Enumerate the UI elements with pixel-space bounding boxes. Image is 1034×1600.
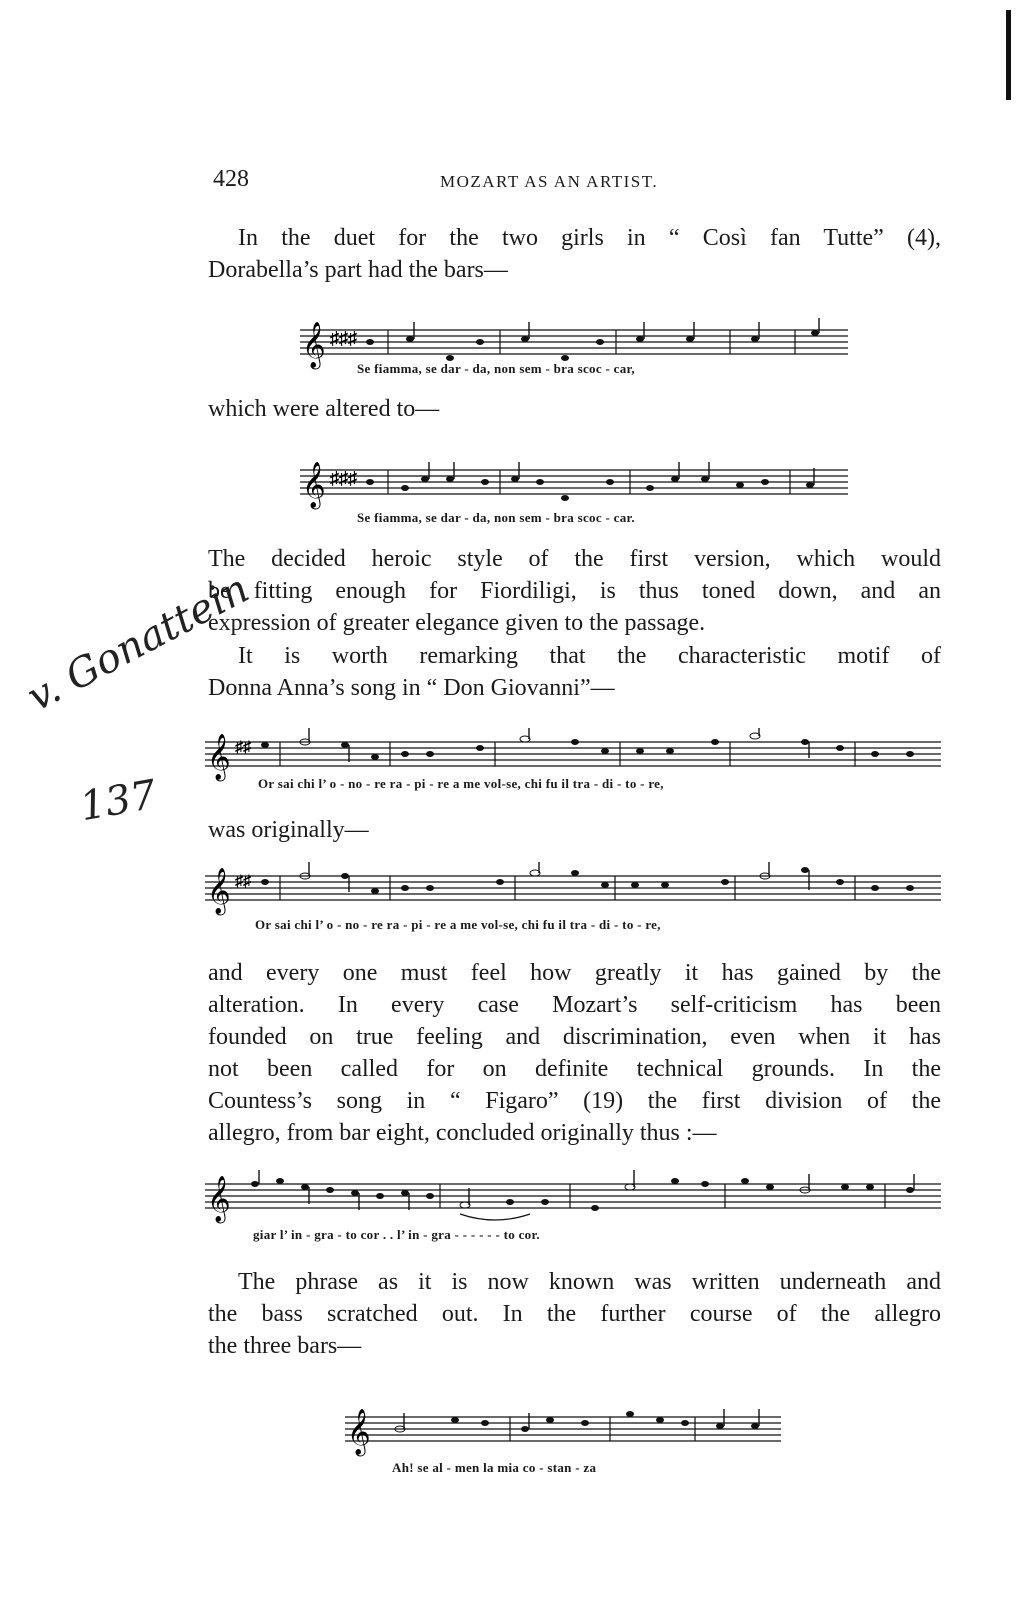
svg-text:𝄞: 𝄞 — [302, 322, 326, 368]
handwritten-margin-note: v. Gonattein — [20, 565, 257, 721]
text-line: expression of greater elegance given to the passage. — [208, 610, 706, 636]
paragraph-1 — [208, 222, 941, 286]
svg-text:𝄞: 𝄞 — [207, 1176, 231, 1222]
svg-text:𝄞: 𝄞 — [207, 734, 231, 780]
lyrics-example-6: Ah! se al - men la mia co - stan - za — [392, 1460, 597, 1475]
lyrics-example-1: Se fiamma, se dar - da, non sem - bra scoc - car, — [357, 361, 635, 376]
paragraph-4 — [208, 640, 941, 704]
lyrics-example-2: Se fiamma, se dar - da, non sem - bra scoc - car. — [357, 510, 635, 525]
music-example-5 — [205, 1170, 945, 1230]
svg-text:♯♯: ♯♯ — [235, 873, 251, 890]
text-line: Countess’s song in “ Figaro” (19) the first division of the — [208, 1088, 941, 1114]
music-example-4 — [205, 862, 945, 922]
lyrics-example-3: Or sai chi l’ o - no - re ra - pi - re a me vol-se, chi fu il tra - di - to - re, — [258, 776, 664, 791]
text-line: The decided heroic style of the first version, which would — [208, 546, 941, 572]
text-line: the bass scratched out. In the further course of the allegro — [208, 1301, 941, 1327]
text-line: alteration. In every case Mozart’s self-criticism has been — [208, 992, 941, 1018]
paragraph-6 — [208, 957, 941, 1149]
text-line: Donna Anna’s song in “ Don Giovanni”— — [208, 675, 615, 701]
text-line: It is worth remarking that the characteristic motif of — [238, 643, 941, 669]
intro-example-4: was originally— — [208, 817, 369, 843]
page-edge-mark — [1006, 10, 1011, 100]
text-line: Dorabella’s part had the bars— — [208, 257, 508, 283]
text-line: not been called for on definite technical grounds. In the — [208, 1056, 941, 1082]
paragraph-7 — [208, 1266, 941, 1362]
svg-text:𝄞: 𝄞 — [207, 868, 231, 914]
text-line: the three bars— — [208, 1333, 362, 1359]
handwritten-margin-number: 137 — [76, 771, 160, 831]
text-line: In the duet for the two girls in “ Così fan Tutte” (4), — [238, 225, 941, 251]
svg-text:♯♯♯: ♯♯♯ — [330, 328, 357, 348]
music-example-2 — [300, 458, 850, 518]
music-example-6 — [345, 1403, 785, 1463]
svg-text:♯♯♯: ♯♯♯ — [330, 468, 357, 488]
intro-example-2: which were altered to— — [208, 396, 440, 422]
text-line: allegro, from bar eight, concluded originally thus :— — [208, 1120, 717, 1146]
text-line: and every one must feel how greatly it has gained by the — [208, 960, 941, 986]
paragraph-3 — [208, 543, 941, 639]
text-line: be fitting enough for Fiordiligi, is thus toned down, and an — [208, 578, 941, 604]
running-title: MOZART AS AN ARTIST. — [440, 172, 659, 191]
lyrics-example-5: giar l’ in - gra - to cor . . l’ in - gra - - - - - - to cor. — [253, 1227, 540, 1242]
svg-text:𝄞: 𝄞 — [347, 1409, 371, 1455]
page-number: 428 — [213, 166, 249, 192]
text-line: founded on true feeling and discrimination, even when it has — [208, 1024, 941, 1050]
svg-text:♯♯: ♯♯ — [235, 739, 251, 756]
lyrics-example-4: Or sai chi l’ o - no - re ra - pi - re a me vol-se, chi fu il tra - di - to - re, — [255, 917, 661, 932]
svg-text:𝄞: 𝄞 — [302, 462, 326, 508]
text-line: The phrase as it is now known was written underneath and — [238, 1269, 941, 1295]
